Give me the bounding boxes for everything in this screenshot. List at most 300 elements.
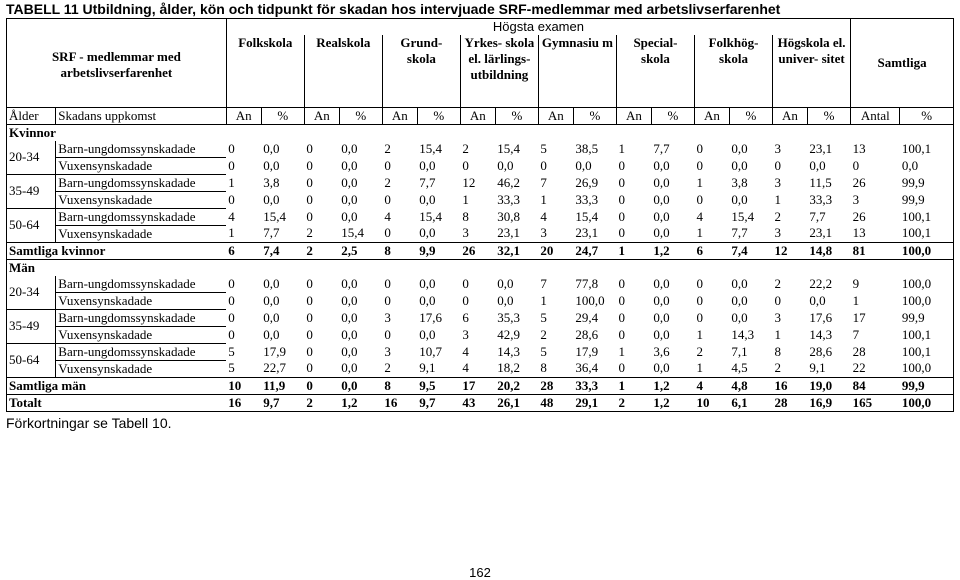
table-cell: 1 (618, 343, 625, 359)
table-cell: 9,9 (419, 242, 436, 258)
table-cell: 11,9 (263, 377, 286, 393)
table-cell: 0 (384, 191, 391, 207)
table-cell: 100,1 (900, 225, 954, 242)
table-cell: 0,0 (497, 275, 514, 291)
table-cell: 26,1 (495, 394, 538, 411)
table-cell: 29,4 (575, 309, 599, 325)
table-cell: 4,8 (731, 377, 748, 393)
column-header: Folkskola (226, 35, 304, 107)
table-cell: 0 (618, 157, 625, 173)
table-cell: 4 (228, 208, 235, 224)
table-cell: 12 (774, 242, 788, 258)
table-cell: 0 (306, 343, 313, 359)
table-cell: 0,0 (341, 157, 358, 173)
table-cell: 13 (852, 225, 866, 241)
table-cell: 0,0 (653, 360, 670, 376)
table-cell: 0,0 (497, 157, 514, 173)
table-cell: 2 (774, 360, 782, 376)
table-cell: 2 (774, 208, 782, 224)
table-cell: 1 (618, 377, 625, 393)
table-cell: 0 (306, 326, 313, 342)
injury-label: Barn-ungdomssynskadade (56, 309, 227, 326)
table-cell: 0,0 (341, 343, 358, 359)
table-cell: 4 (384, 208, 391, 224)
table-cell: 0,0 (653, 225, 670, 241)
table-cell: 43 (460, 394, 495, 411)
injury-label: Vuxensynskadade (56, 326, 227, 343)
grand-total-row (7, 394, 954, 411)
table-cell: 28 (773, 394, 808, 411)
table-cell: 28,6 (575, 326, 599, 342)
table-cell: 0 (228, 326, 235, 342)
subtotal-label: Samtliga kvinnor (7, 242, 227, 259)
table-cell: 17,9 (575, 343, 599, 359)
an-header: An (773, 107, 808, 124)
table-cell: 1 (540, 191, 547, 207)
pct-header: % (729, 107, 772, 124)
table-cell: 0,0 (263, 326, 280, 342)
antal-header: Antal (851, 107, 900, 124)
injury-label: Vuxensynskadade (56, 157, 227, 174)
table-cell: 0 (696, 191, 703, 207)
table-row (7, 360, 954, 377)
an-header: An (460, 107, 495, 124)
table-cell: 3 (462, 326, 469, 342)
table-cell: 26,9 (575, 174, 599, 190)
table-cell: 0,0 (263, 309, 280, 325)
table-cell: 15,4 (263, 208, 286, 224)
table-cell: 84 (852, 377, 866, 393)
table-cell: 46,2 (497, 174, 521, 190)
table-cell: 1,2 (651, 394, 694, 411)
grand-total-label: Totalt (7, 394, 227, 411)
injury-label: Vuxensynskadade (56, 360, 227, 377)
table-cell: 4 (462, 360, 469, 376)
table-cell: 7 (852, 326, 860, 342)
table-row (7, 292, 954, 309)
table-cell: 5 (540, 309, 547, 325)
table-cell: 0 (462, 157, 469, 173)
column-header: Gymnasiu m (538, 35, 616, 107)
table-cell: 15,4 (575, 208, 599, 224)
injury-label: Barn-ungdomssynskadade (56, 174, 227, 191)
table-cell: 2 (384, 140, 391, 156)
table-cell: 17 (852, 309, 866, 325)
table-row (7, 343, 954, 360)
table-cell: 5 (540, 343, 547, 359)
table-cell: 0,0 (900, 157, 954, 174)
pct-header: % (495, 107, 538, 124)
table-cell: 81 (852, 242, 866, 258)
section-header-row (7, 259, 954, 276)
table-cell: 0,0 (341, 377, 358, 393)
table-cell: 0 (618, 208, 625, 224)
table-cell: 0 (228, 292, 235, 308)
table-cell: 8 (774, 343, 782, 359)
table-cell: 0 (228, 309, 235, 325)
data-table (6, 18, 954, 412)
total-header: Samtliga (851, 19, 954, 108)
table-cell: 0 (696, 292, 703, 308)
age-label: 35-49 (7, 174, 56, 208)
an-header: An (382, 107, 417, 124)
table-cell: 15,4 (419, 140, 443, 156)
age-label: 50-64 (7, 208, 56, 242)
table-row (7, 157, 954, 174)
table-cell: 0 (306, 191, 313, 207)
table-cell: 9,7 (417, 394, 460, 411)
section-label: Kvinnor (7, 124, 954, 141)
an-header: An (226, 107, 261, 124)
table-cell: 0,0 (341, 140, 358, 156)
table-cell: 0 (384, 225, 391, 241)
table-cell: 0,0 (809, 292, 826, 308)
table-cell: 23,1 (497, 225, 521, 241)
table-cell: 0,0 (731, 309, 748, 325)
table-cell: 0 (618, 326, 625, 342)
age-label: 50-64 (7, 343, 56, 377)
table-cell: 15,4 (341, 225, 364, 241)
table-cell: 23,1 (575, 225, 599, 241)
table-cell: 2 (306, 225, 313, 241)
table-cell: 0,0 (809, 157, 826, 173)
table-cell: 0 (696, 275, 703, 291)
table-cell: 9,1 (809, 360, 826, 376)
age-label: 35-49 (7, 309, 56, 343)
table-cell: 3 (540, 225, 547, 241)
table-cell: 3 (462, 225, 469, 241)
injury-label: Vuxensynskadade (56, 225, 227, 242)
table-cell: 4,5 (731, 360, 748, 376)
table-cell: 0 (384, 157, 391, 173)
table-cell: 22,7 (263, 360, 286, 376)
table-cell: 0 (618, 174, 625, 190)
table-cell: 2 (384, 174, 391, 190)
table-cell: 35,3 (497, 309, 521, 325)
pct-header: % (417, 107, 460, 124)
table-cell: 100,1 (900, 141, 954, 158)
table-cell: 3 (852, 191, 860, 207)
table-cell: 0,0 (653, 309, 670, 325)
table-cell: 4 (696, 208, 703, 224)
table-cell: 9 (852, 275, 860, 291)
table-cell: 0 (306, 377, 313, 393)
table-cell: 6 (696, 242, 703, 258)
table-cell: 1 (462, 191, 469, 207)
table-cell: 4 (462, 343, 469, 359)
table-cell: 10 (228, 377, 242, 393)
table-cell: 6 (228, 242, 235, 258)
table-cell: 3 (774, 225, 782, 241)
table-cell: 7,7 (263, 225, 280, 241)
table-cell: 14,3 (497, 343, 521, 359)
table-cell: 2 (306, 242, 313, 258)
subtotal-row (7, 242, 954, 259)
table-cell: 2 (304, 394, 339, 411)
table-cell: 0,0 (263, 157, 280, 173)
age-label: 20-34 (7, 141, 56, 175)
table-cell: 100,1 (900, 343, 954, 360)
table-cell: 1 (228, 225, 235, 241)
table-cell: 15,4 (419, 208, 443, 224)
table-cell: 1 (618, 242, 625, 258)
injury-label: Barn-ungdomssynskadade (56, 343, 227, 360)
table-row (7, 225, 954, 242)
table-cell: 3,6 (653, 343, 670, 359)
table-cell: 0,0 (653, 157, 670, 173)
table-cell: 18,2 (497, 360, 521, 376)
table-cell: 33,3 (809, 191, 833, 207)
table-cell: 0,0 (653, 275, 670, 291)
table-cell: 7 (540, 275, 547, 291)
table-cell: 0,0 (419, 191, 436, 207)
table-cell: 0,0 (341, 326, 358, 342)
table-cell: 0,0 (653, 292, 670, 308)
table-cell: 0 (462, 292, 469, 308)
table-cell: 0 (228, 157, 235, 173)
highest-exam-header: Högsta examen (226, 19, 850, 36)
injury-label: Vuxensynskadade (56, 292, 227, 309)
table-cell: 2 (462, 140, 469, 156)
table-cell: 7,4 (263, 242, 280, 258)
pct-header: % (900, 107, 954, 124)
table-cell: 22 (852, 360, 866, 376)
table-cell: 38,5 (575, 140, 599, 156)
table-cell: 0 (384, 326, 391, 342)
table-cell: 3 (384, 309, 391, 325)
age-label: 20-34 (7, 276, 56, 310)
pct-header: % (807, 107, 850, 124)
table-cell: 1 (774, 326, 782, 342)
an-header: An (538, 107, 573, 124)
table-cell: 8 (384, 242, 391, 258)
table-cell: 6,1 (729, 394, 772, 411)
table-cell: 0 (618, 275, 625, 291)
footnote: Förkortningar se Tabell 10. (6, 414, 172, 431)
table-cell: 0 (306, 157, 313, 173)
table-cell: 2 (540, 326, 547, 342)
table-cell: 3 (774, 309, 782, 325)
table-cell: 0,0 (263, 140, 280, 156)
table-cell: 20,2 (497, 377, 521, 393)
table-cell: 0 (852, 157, 860, 173)
table-cell: 1 (696, 174, 703, 190)
table-row (7, 276, 954, 293)
table-cell: 0 (618, 191, 625, 207)
table-cell: 3,8 (731, 174, 748, 190)
table-cell: 22,2 (809, 275, 833, 291)
table-cell: 100,0 (900, 360, 954, 377)
table-cell: 28 (852, 343, 866, 359)
table-cell: 0,0 (341, 191, 358, 207)
table-cell: 0,0 (653, 208, 670, 224)
group-label-header: SRF - medlemmar med arbetslivserfarenhet (7, 19, 227, 108)
table-cell: 0,0 (419, 275, 436, 291)
pct-header: % (651, 107, 694, 124)
table-cell: 0 (228, 275, 235, 291)
column-header: Grund- skola (382, 35, 460, 107)
table-cell: 3,8 (263, 174, 280, 190)
table-cell: 0 (540, 157, 547, 173)
table-cell: 7,1 (731, 343, 748, 359)
table-row (7, 309, 954, 326)
table-cell: 0,0 (497, 292, 514, 308)
table-row (7, 208, 954, 225)
table-cell: 100,1 (900, 208, 954, 225)
table-cell: 14,3 (731, 326, 755, 342)
table-cell: 5 (540, 140, 547, 156)
table-cell: 17,6 (419, 309, 443, 325)
table-cell: 26 (852, 174, 866, 190)
table-cell: 0,0 (341, 292, 358, 308)
table-cell: 1 (696, 225, 703, 241)
table-cell: 100,0 (575, 292, 605, 308)
table-cell: 1 (696, 326, 703, 342)
table-cell: 1,2 (339, 394, 382, 411)
table-cell: 165 (851, 394, 900, 411)
table-cell: 0 (462, 275, 469, 291)
table-row (7, 174, 954, 191)
table-cell: 99,9 (900, 174, 954, 191)
table-cell: 77,8 (575, 275, 599, 291)
table-cell: 7,4 (731, 242, 748, 258)
table-cell: 0 (228, 140, 235, 156)
table-cell: 33,3 (497, 191, 521, 207)
pct-header: % (339, 107, 382, 124)
table-cell: 1 (618, 140, 625, 156)
table-cell: 0,0 (653, 326, 670, 342)
table-cell: 29,1 (573, 394, 616, 411)
table-cell: 0 (306, 292, 313, 308)
table-cell: 0 (384, 275, 391, 291)
an-header: An (616, 107, 651, 124)
table-cell: 0 (774, 157, 782, 173)
table-cell: 0,0 (263, 191, 280, 207)
table-cell: 99,9 (900, 309, 954, 326)
column-header: Realskola (304, 35, 382, 107)
table-cell: 8 (462, 208, 469, 224)
table-cell: 0 (696, 309, 703, 325)
table-cell: 23,1 (809, 140, 833, 156)
column-header: Yrkes- skola el. lärlings- utbildning (460, 35, 538, 107)
table-row (7, 191, 954, 208)
age-header: Ålder (7, 107, 56, 124)
table-cell: 100,0 (900, 242, 954, 259)
table-cell: 7 (540, 174, 547, 190)
table-cell: 5 (228, 343, 235, 359)
table-cell: 14,8 (809, 242, 833, 258)
table-title: TABELL 11 Utbildning, ålder, kön och tidpunkt för skadan hos intervjuade SRF-medlemmar med arbetslivserfarenhet (6, 1, 781, 17)
subtotal-row (7, 377, 954, 394)
table-row (7, 326, 954, 343)
table-cell: 15,4 (497, 140, 521, 156)
table-cell: 7,7 (809, 208, 826, 224)
table-cell: 36,4 (575, 360, 599, 376)
table-cell: 0,0 (419, 326, 436, 342)
table-cell: 13 (852, 140, 866, 156)
table-cell: 33,3 (575, 377, 599, 393)
table-cell: 0 (618, 292, 625, 308)
table-cell: 0,0 (731, 292, 748, 308)
table-cell: 26 (462, 242, 476, 258)
table-cell: 0 (696, 157, 703, 173)
table-cell: 0,0 (341, 208, 358, 224)
table-cell: 99,9 (900, 377, 954, 394)
table-cell: 48 (538, 394, 573, 411)
table-cell: 4 (696, 377, 703, 393)
table-cell: 2 (696, 343, 703, 359)
table-cell: 0 (306, 275, 313, 291)
table-cell: 17,6 (809, 309, 833, 325)
table-cell: 1 (540, 292, 547, 308)
table-cell: 2 (384, 360, 391, 376)
injury-label: Barn-ungdomssynskadade (56, 208, 227, 225)
column-header: Högskola el. univer- sitet (773, 35, 851, 107)
table-row (7, 141, 954, 158)
table-cell: 100,0 (900, 292, 954, 309)
table-cell: 0,0 (419, 225, 436, 241)
table-cell: 7,7 (653, 140, 670, 156)
table-cell: 42,9 (497, 326, 521, 342)
table-cell: 0,0 (341, 309, 358, 325)
table-cell: 0,0 (341, 360, 358, 376)
table-cell: 15,4 (731, 208, 755, 224)
table-cell: 0,0 (653, 191, 670, 207)
table-cell: 16 (774, 377, 788, 393)
table-cell: 16 (382, 394, 417, 411)
table-cell: 0,0 (731, 275, 748, 291)
table-cell: 0,0 (731, 157, 748, 173)
table-cell: 0,0 (419, 157, 436, 173)
table-cell: 0,0 (341, 275, 358, 291)
table-cell: 8 (384, 377, 391, 393)
table-cell: 20 (540, 242, 554, 258)
table-cell: 9,5 (419, 377, 436, 393)
table-cell: 1 (852, 292, 860, 308)
table-cell: 2 (774, 275, 782, 291)
table-cell: 3 (774, 140, 782, 156)
table-cell: 8 (540, 360, 547, 376)
table-cell: 10,7 (419, 343, 443, 359)
table-cell: 9,7 (261, 394, 304, 411)
table-cell: 16 (226, 394, 261, 411)
table-cell: 5 (228, 360, 235, 376)
table-cell: 0 (306, 174, 313, 190)
page-number: 162 (469, 565, 491, 580)
table-cell: 0 (306, 208, 313, 224)
table-cell: 0,0 (341, 174, 358, 190)
table-cell: 0 (306, 360, 313, 376)
table-cell: 0 (618, 309, 625, 325)
table-cell: 0 (774, 292, 782, 308)
table-cell: 2,5 (341, 242, 358, 258)
table-cell: 14,3 (809, 326, 833, 342)
section-label: Män (7, 259, 954, 276)
table-cell: 0,0 (731, 191, 748, 207)
table-cell: 0 (228, 191, 235, 207)
table-cell: 32,1 (497, 242, 521, 258)
table-cell: 16,9 (807, 394, 850, 411)
table-cell: 1,2 (653, 242, 670, 258)
table-cell: 1 (774, 191, 782, 207)
table-cell: 100,0 (900, 394, 954, 411)
column-header: Folkhög- skola (694, 35, 772, 107)
table-cell: 0,0 (263, 275, 280, 291)
table-cell: 0,0 (263, 292, 280, 308)
table-cell: 100,1 (900, 326, 954, 343)
table-cell: 10 (694, 394, 729, 411)
table-cell: 0,0 (653, 174, 670, 190)
